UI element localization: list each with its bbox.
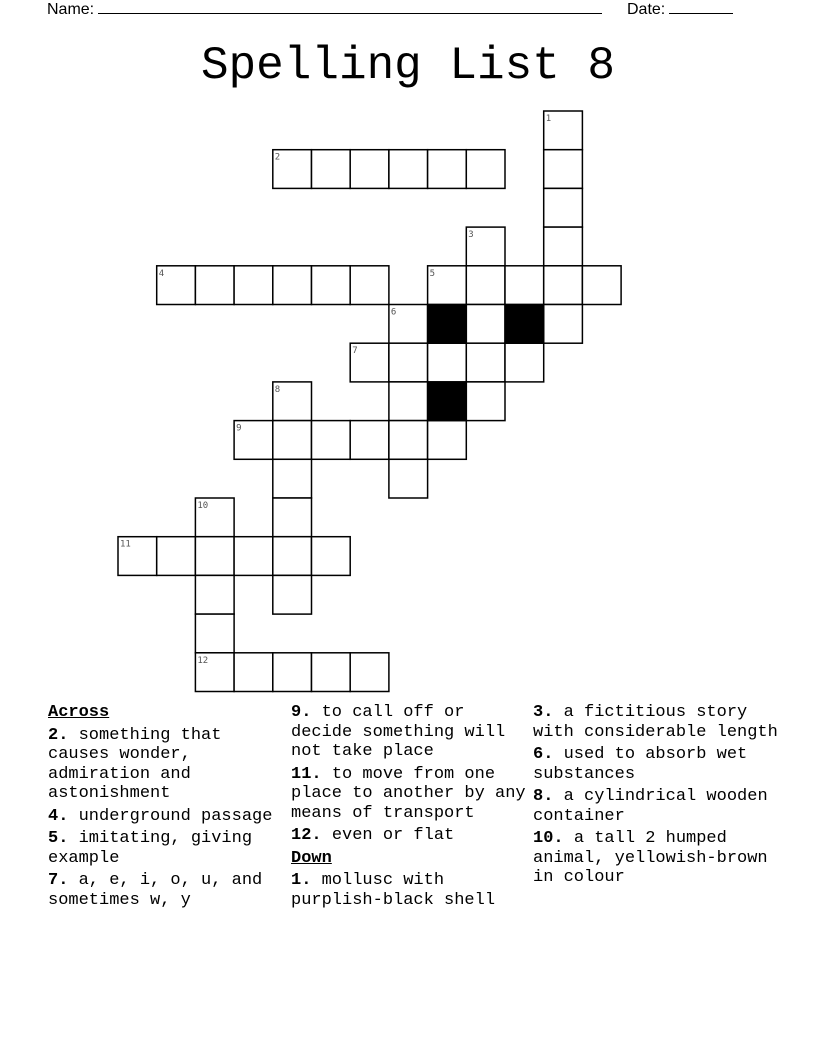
blocked-cell	[505, 305, 544, 344]
clue-down-6: 6. used to absorb wet substances	[533, 745, 748, 784]
clue-down-10: 10. a tall 2 humped animal, yellowish-brown in colour	[533, 829, 768, 887]
name-label: Name:	[47, 1, 95, 18]
grid-cell[interactable]	[428, 150, 467, 189]
grid-cell[interactable]	[466, 343, 505, 382]
grid-number: 7	[352, 346, 358, 357]
grid-cell[interactable]	[389, 382, 428, 421]
grid-cell[interactable]	[195, 266, 234, 305]
grid-number: 3	[468, 230, 474, 241]
clue-across-2: 2. something that causes wonder, admiration and astonishment	[48, 725, 222, 803]
blocked-cell	[428, 382, 467, 421]
grid-number: 2	[274, 152, 281, 163]
grid-cell[interactable]	[466, 305, 505, 344]
grid-cell[interactable]	[389, 150, 428, 189]
grid-cell[interactable]	[466, 266, 505, 305]
clue-across-9: 9. to call off or decide something will not take place	[291, 703, 506, 761]
blocked-cell	[428, 305, 467, 344]
grid-cell[interactable]	[273, 498, 312, 537]
grid-cell[interactable]	[234, 653, 273, 692]
grid-cell[interactable]	[195, 575, 234, 614]
grid-cell[interactable]	[312, 421, 351, 460]
across-heading: Across	[48, 703, 110, 722]
grid-cell[interactable]	[312, 653, 351, 692]
grid-cell[interactable]	[389, 421, 428, 460]
grid-number: 1	[545, 114, 552, 124]
clue-down-8: 8. a cylindrical wooden container	[533, 787, 768, 826]
grid-number: 6	[390, 307, 397, 318]
down-heading: Down	[291, 848, 332, 868]
grid-cell[interactable]	[350, 653, 389, 692]
clue-across-4: 4. underground passage	[48, 806, 273, 826]
grid-cell[interactable]	[389, 459, 428, 498]
grid-cell[interactable]	[157, 537, 196, 576]
grid-cell[interactable]	[544, 305, 583, 344]
grid-cell[interactable]	[544, 150, 583, 189]
grid-number: 11	[120, 539, 131, 550]
clue-down-3: 3. a fictitious story with considerable length	[533, 703, 778, 742]
grid-cell[interactable]	[273, 421, 312, 460]
clue-across-11: 11. to move from one place to another by any means of transport	[291, 764, 526, 823]
grid-cell[interactable]	[350, 421, 389, 460]
date-label: Date:	[627, 1, 666, 18]
grid-cell[interactable]	[466, 382, 505, 421]
grid-cell[interactable]	[273, 575, 312, 614]
grid-number: 12	[197, 655, 209, 666]
grid-cell[interactable]	[195, 537, 234, 576]
clue-column-1	[48, 703, 288, 913]
grid-cell[interactable]	[273, 266, 312, 305]
grid-cell[interactable]	[582, 266, 621, 305]
grid-cell[interactable]	[544, 266, 583, 305]
grid-cell[interactable]	[234, 266, 273, 305]
grid-number: 8	[274, 384, 281, 395]
grid-cell[interactable]	[350, 266, 389, 305]
clue-across-12: 12. even or flat	[291, 826, 455, 845]
page-title: Spelling List 8	[200, 40, 616, 92]
grid-cell[interactable]	[544, 188, 583, 227]
clue-down-1: 1. mollusc with purplish-black shell	[291, 871, 496, 910]
grid-cell[interactable]	[312, 537, 351, 576]
grid-cell[interactable]	[544, 227, 583, 266]
grid-cell[interactable]	[273, 653, 312, 692]
grid-cell[interactable]	[466, 150, 505, 189]
clue-column-3	[533, 703, 793, 891]
grid-number: 10	[197, 501, 209, 511]
grid-number: 9	[236, 423, 242, 434]
grid-cell[interactable]	[505, 343, 544, 382]
clue-column-2	[291, 703, 531, 913]
grid-cell[interactable]	[312, 266, 351, 305]
grid-cell[interactable]	[428, 421, 467, 460]
grid-number: 5	[429, 268, 436, 279]
clue-across-7: 7. a, e, i, o, u, and sometimes w, y	[48, 871, 263, 910]
grid-number: 4	[158, 268, 165, 279]
grid-cell[interactable]	[350, 150, 389, 189]
grid-cell[interactable]	[389, 343, 428, 382]
grid-cell[interactable]	[273, 459, 312, 498]
grid-cell[interactable]	[428, 343, 467, 382]
clue-across-5: 5. imitating, giving example	[48, 829, 253, 868]
grid-cell[interactable]	[312, 150, 351, 189]
grid-cell[interactable]	[234, 537, 273, 576]
grid-cell[interactable]	[505, 266, 544, 305]
grid-cell[interactable]	[273, 537, 312, 576]
grid-cell[interactable]	[195, 614, 234, 653]
